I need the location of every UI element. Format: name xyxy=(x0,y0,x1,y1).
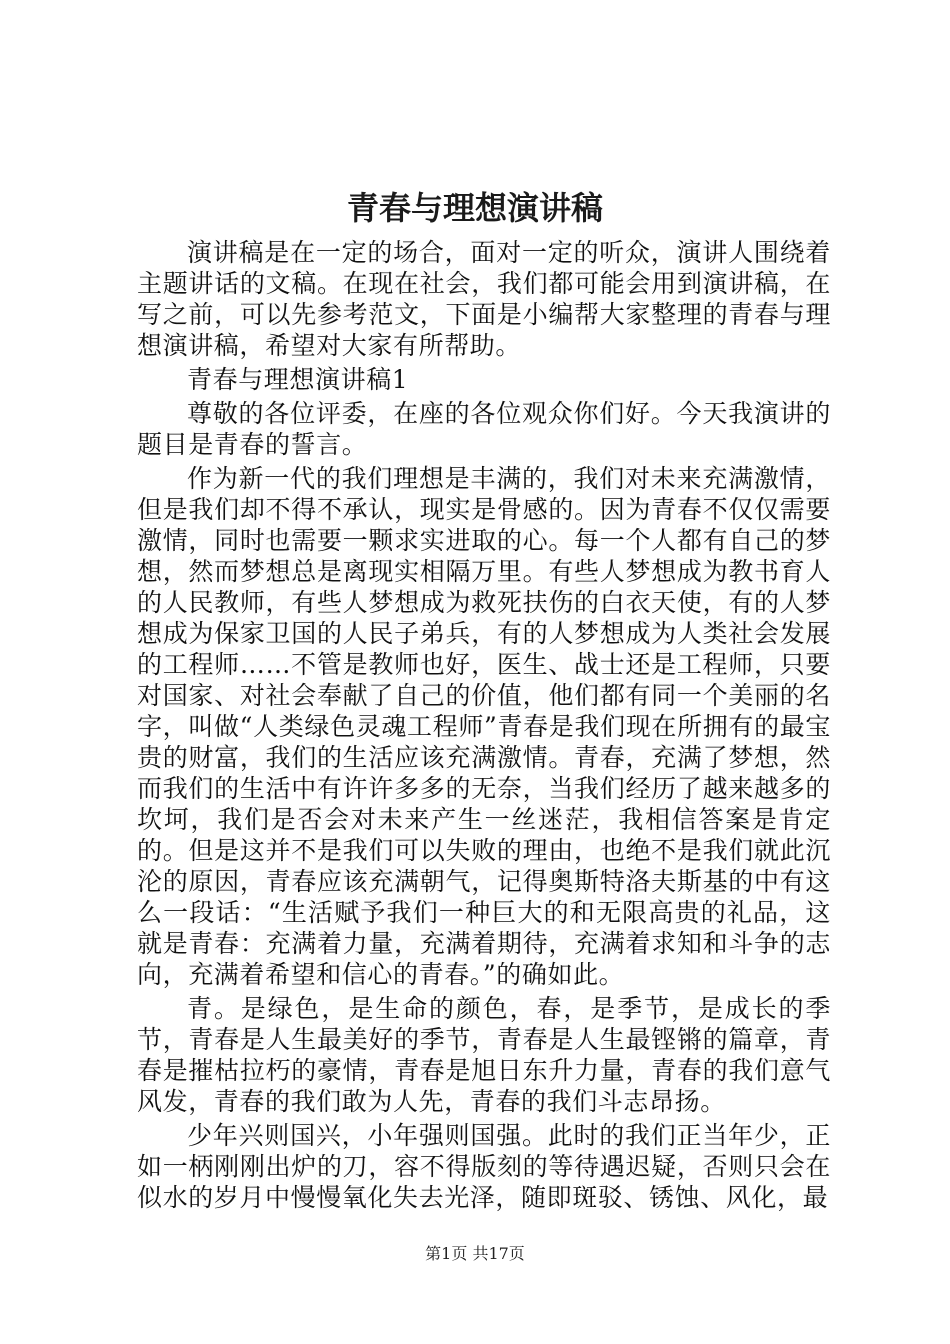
page-number-footer: 第1页 共17页 xyxy=(425,1244,525,1263)
paragraph-dreams: 作为新一代的我们理想是丰满的，我们对未来充满激情，但是我们却不得不承认，现实是骨感的。因为青春不仅仅需要激情，同时也需要一颗求实进取的心。每一个人都有自己的梦想，然而梦想总是离现实相隔万里。有些人梦想成为教书育人的人民教师，有些人梦想成为救死扶伤的白衣天使，有的人梦想成为保家卫国的人民子弟兵，有的人梦想成为人类社会发展的工程师……不管是教师也好，医生、战士还是工程师，只要对国家、对社会奉献了自己的价值，他们都有同一个美丽的名字，叫做“人类绿色灵魂工程师”青春是我们现在所拥有的最宝贵的财富，我们的生活应该充满激情。青春，充满了梦想，然而我们的生活中有许许多多的无奈，当我们经历了越来越多的坎坷，我们是否会对未来产生一丝迷茫，我相信答案是肯定的。但是这并不是我们可以失败的理由，也绝不是我们就此沉沦的原因，青春应该充满朝气，记得奥斯特洛夫斯基的中有这么一段话：“生活赋予我们一种巨大的和无限高贵的礼品，这就是青春：充满着力量，充满着期待，充满着求知和斗争的志向，充满着希望和信心的青春。”的确如此。 xyxy=(137,464,831,989)
paragraph-greeting: 尊敬的各位评委，在座的各位观众你们好。今天我演讲的题目是青春的誓言。 xyxy=(137,399,831,459)
paragraph-intro: 演讲稿是在一定的场合，面对一定的听众，演讲人围绕着主题讲话的文稿。在现在社会，我们都可能会用到演讲稿，在写之前，可以先参考范文，下面是小编帮大家整理的青春与理想演讲稿，希望对大家有所帮助。 xyxy=(137,238,831,360)
document-title: 青春与理想演讲稿 xyxy=(346,189,603,227)
document-body xyxy=(137,237,831,1213)
paragraph-youth: 青。是绿色，是生命的颜色，春，是季节，是成长的季节，青春是人生最美好的季节，青春是人生最铿锵的篇章，青春是摧枯拉朽的豪情，青春是旭日东升力量，青春的我们意气风发，青春的我们敢为人先，青春的我们斗志昂扬。 xyxy=(137,994,831,1116)
section-heading: 青春与理想演讲稿1 xyxy=(187,365,409,394)
paragraph-nation: 少年兴则国兴，小年强则国强。此时的我们正当年少，正如一柄刚刚出炉的刀，容不得版刻的等待遇迟疑，否则只会在似水的岁月中慢慢氧化失去光泽，随即斑驳、锈蚀、风化，最 xyxy=(137,1121,831,1212)
